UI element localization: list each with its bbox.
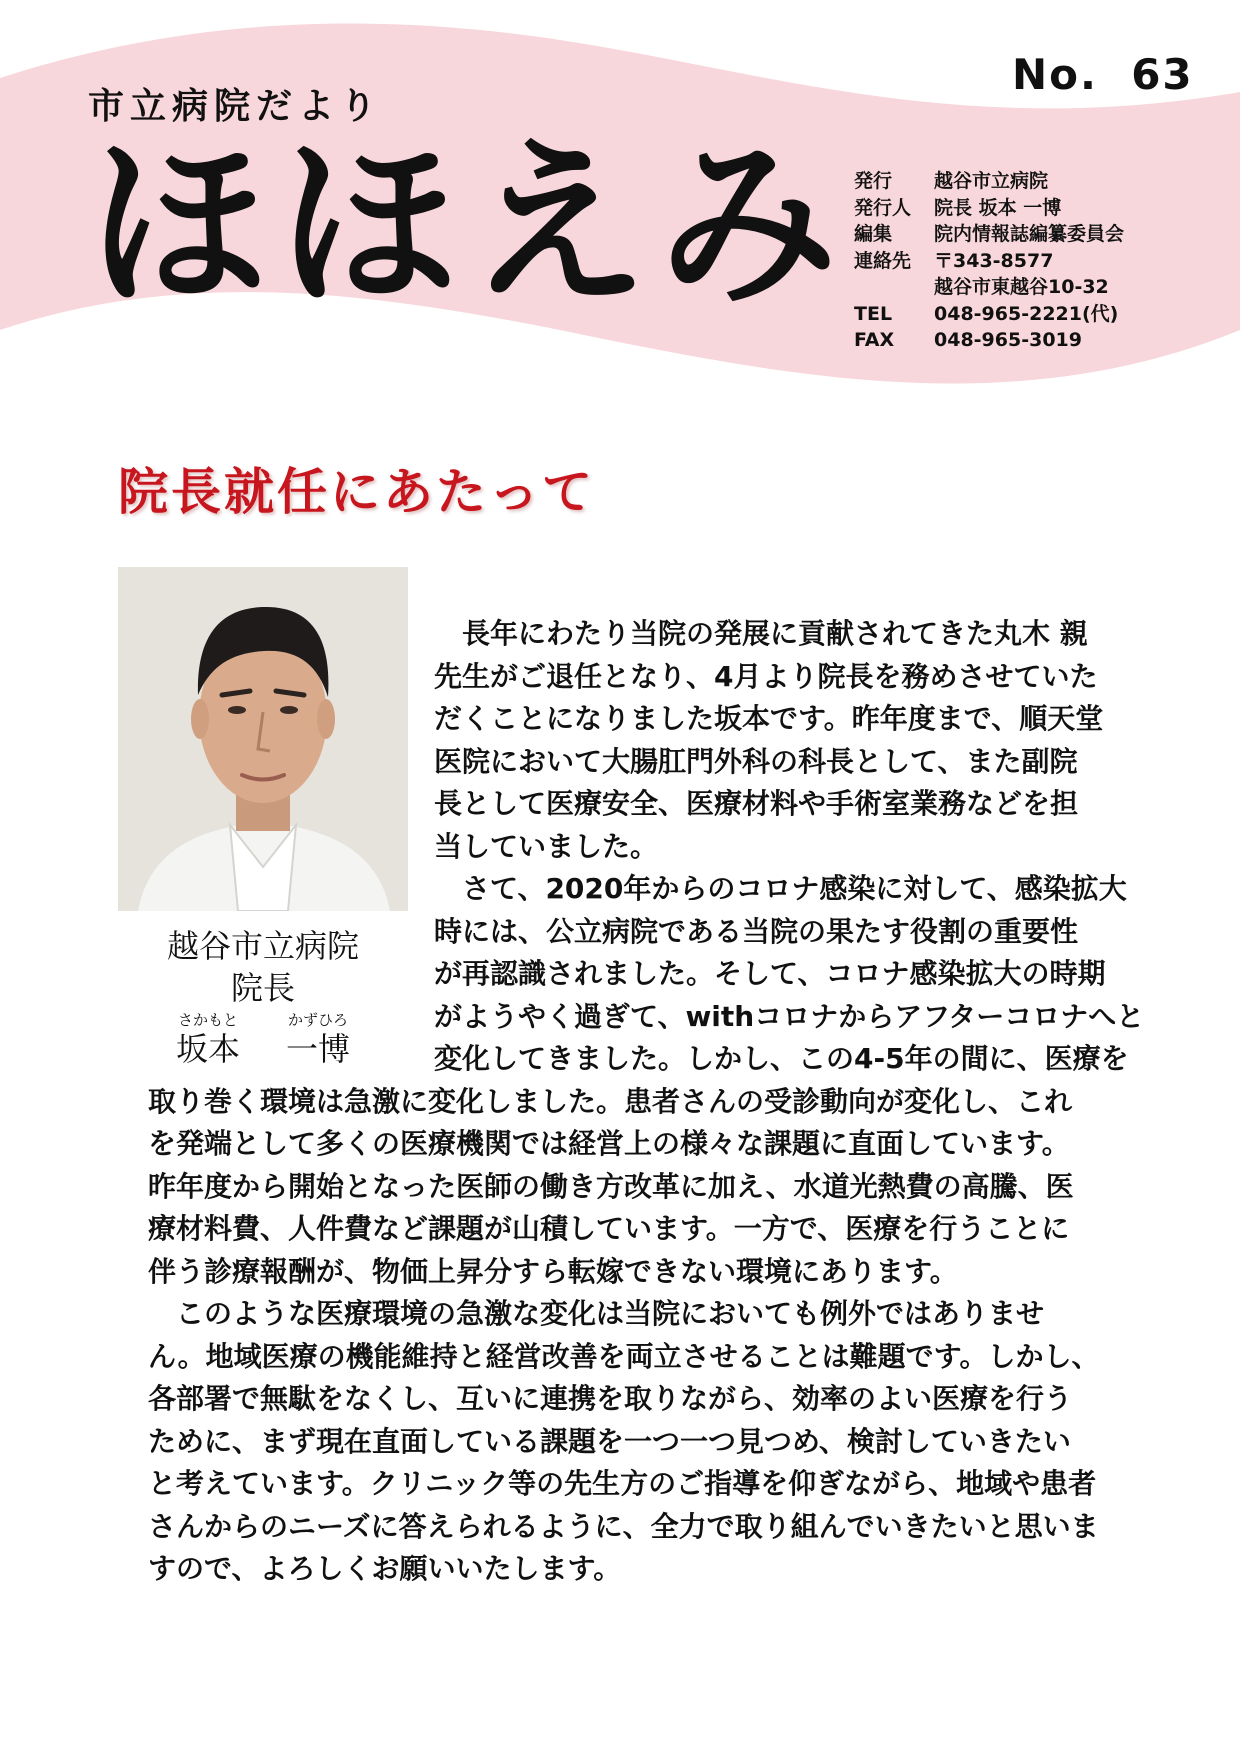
publisher-label: 連絡先 [854,249,912,272]
publisher-row [854,248,1124,275]
body-line: 療材料費、人件費など課題が山積しています。一方で、医療を行うことに [148,1212,1070,1245]
publisher-row [854,168,1124,195]
publisher-label: FAX [854,329,895,351]
publisher-label: 編集 [854,223,893,245]
body-line: を発端として多くの医療機関では経営上の様々な課題に直面しています。 [148,1127,1070,1160]
article-title: 院長就任にあたって [118,463,595,521]
ruby-family: さかもと [177,1011,238,1029]
body-line: 先生がご退任となり、4月より院長を務めさせていた [434,659,1098,693]
body-line: このような医療環境の急激な変化は当院においても例外ではありませ [148,1297,1045,1330]
body-line: さんからのニーズに答えられるように、全力で取り組んでいきたいと思いま [148,1509,1099,1543]
name-family: 坂本 [175,1030,240,1068]
publisher-row [854,221,1124,248]
caption-position: 院長 [230,969,295,1007]
body-line: だくことになりました坂本です。昨年度まで、順天堂 [434,702,1104,735]
publisher-value: 〒343-8577 [934,249,1054,272]
publisher-row [854,327,1124,354]
publisher-row [854,301,1124,328]
body-line: 取り巻く環境は急激に変化しました。患者さんの受診動向が変化し、これ [148,1084,1073,1118]
publisher-row [854,274,1124,301]
body-line: 伴う診療報酬が、物価上昇分すら転嫁できない環境にあります。 [148,1254,958,1288]
publisher-label: 発行人 [854,196,912,219]
name-given: 一博 [285,1030,350,1068]
body-line: 時には、公立病院である当院の果たす役割の重要性 [434,914,1079,948]
body-line: 長として医療安全、医療材料や手術室業務などを担 [434,787,1079,820]
body-line: さて、2020年からのコロナ感染に対して、感染拡大 [434,872,1127,905]
publisher-label: TEL [854,302,893,325]
ruby-given: かずひろ [287,1011,348,1029]
issue-number: No. 63 [1012,50,1194,99]
body-line: 医院において大腸肛門外科の科長として、また副院 [434,744,1078,778]
publisher-value: 院内情報誌編纂委員会 [934,223,1125,245]
body-line: ために、まず現在直面している課題を一つ一つ見つめ、検討していきたい [148,1424,1071,1458]
body-line: と考えています。クリニック等の先生方のご指導を仰ぎながら、地域や患者 [148,1467,1097,1500]
newsletter-subtitle: 市立病院だより [88,86,383,127]
body-line: ん。地域医療の機能維持と経営改善を両立させることは難題です。しかし、 [148,1339,1100,1373]
caption-hospital: 越谷市立病院 [166,927,359,965]
publisher-value: 越谷市東越谷10-32 [934,276,1109,298]
publisher-row [854,195,1124,222]
body-line: 昨年度から開始となった医師の働き方改革に加え、水道光熱費の高騰、医 [148,1169,1074,1203]
publisher-value: 048-965-2221(代) [934,302,1119,325]
body-line: すので、よろしくお願いいたします。 [148,1552,622,1585]
publisher-label: 発行 [854,170,893,192]
body-line: 変化してきました。しかし、この4-5年の間に、医療を [434,1042,1129,1075]
publisher-value: 048-965-3019 [934,329,1082,351]
body-line: が再認識されました。そして、コロナ感染拡大の時期 [434,957,1106,990]
publisher-value: 院長 坂本 一博 [934,196,1062,219]
article-body [148,613,1188,1591]
body-line: 当していました。 [434,829,659,863]
body-line: 長年にわたり当院の発展に貢献されてきた丸木 親 [434,617,1088,650]
publisher-info [854,168,1124,354]
publisher-value: 越谷市立病院 [934,170,1049,192]
masthead-title: ほほえみ [88,121,849,330]
body-line: がようやく過ぎて、withコロナからアフターコロナへと [434,999,1145,1033]
body-line: 各部署で無駄をなくし、互いに連携を取りながら、効率のよい医療を行う [148,1382,1073,1415]
